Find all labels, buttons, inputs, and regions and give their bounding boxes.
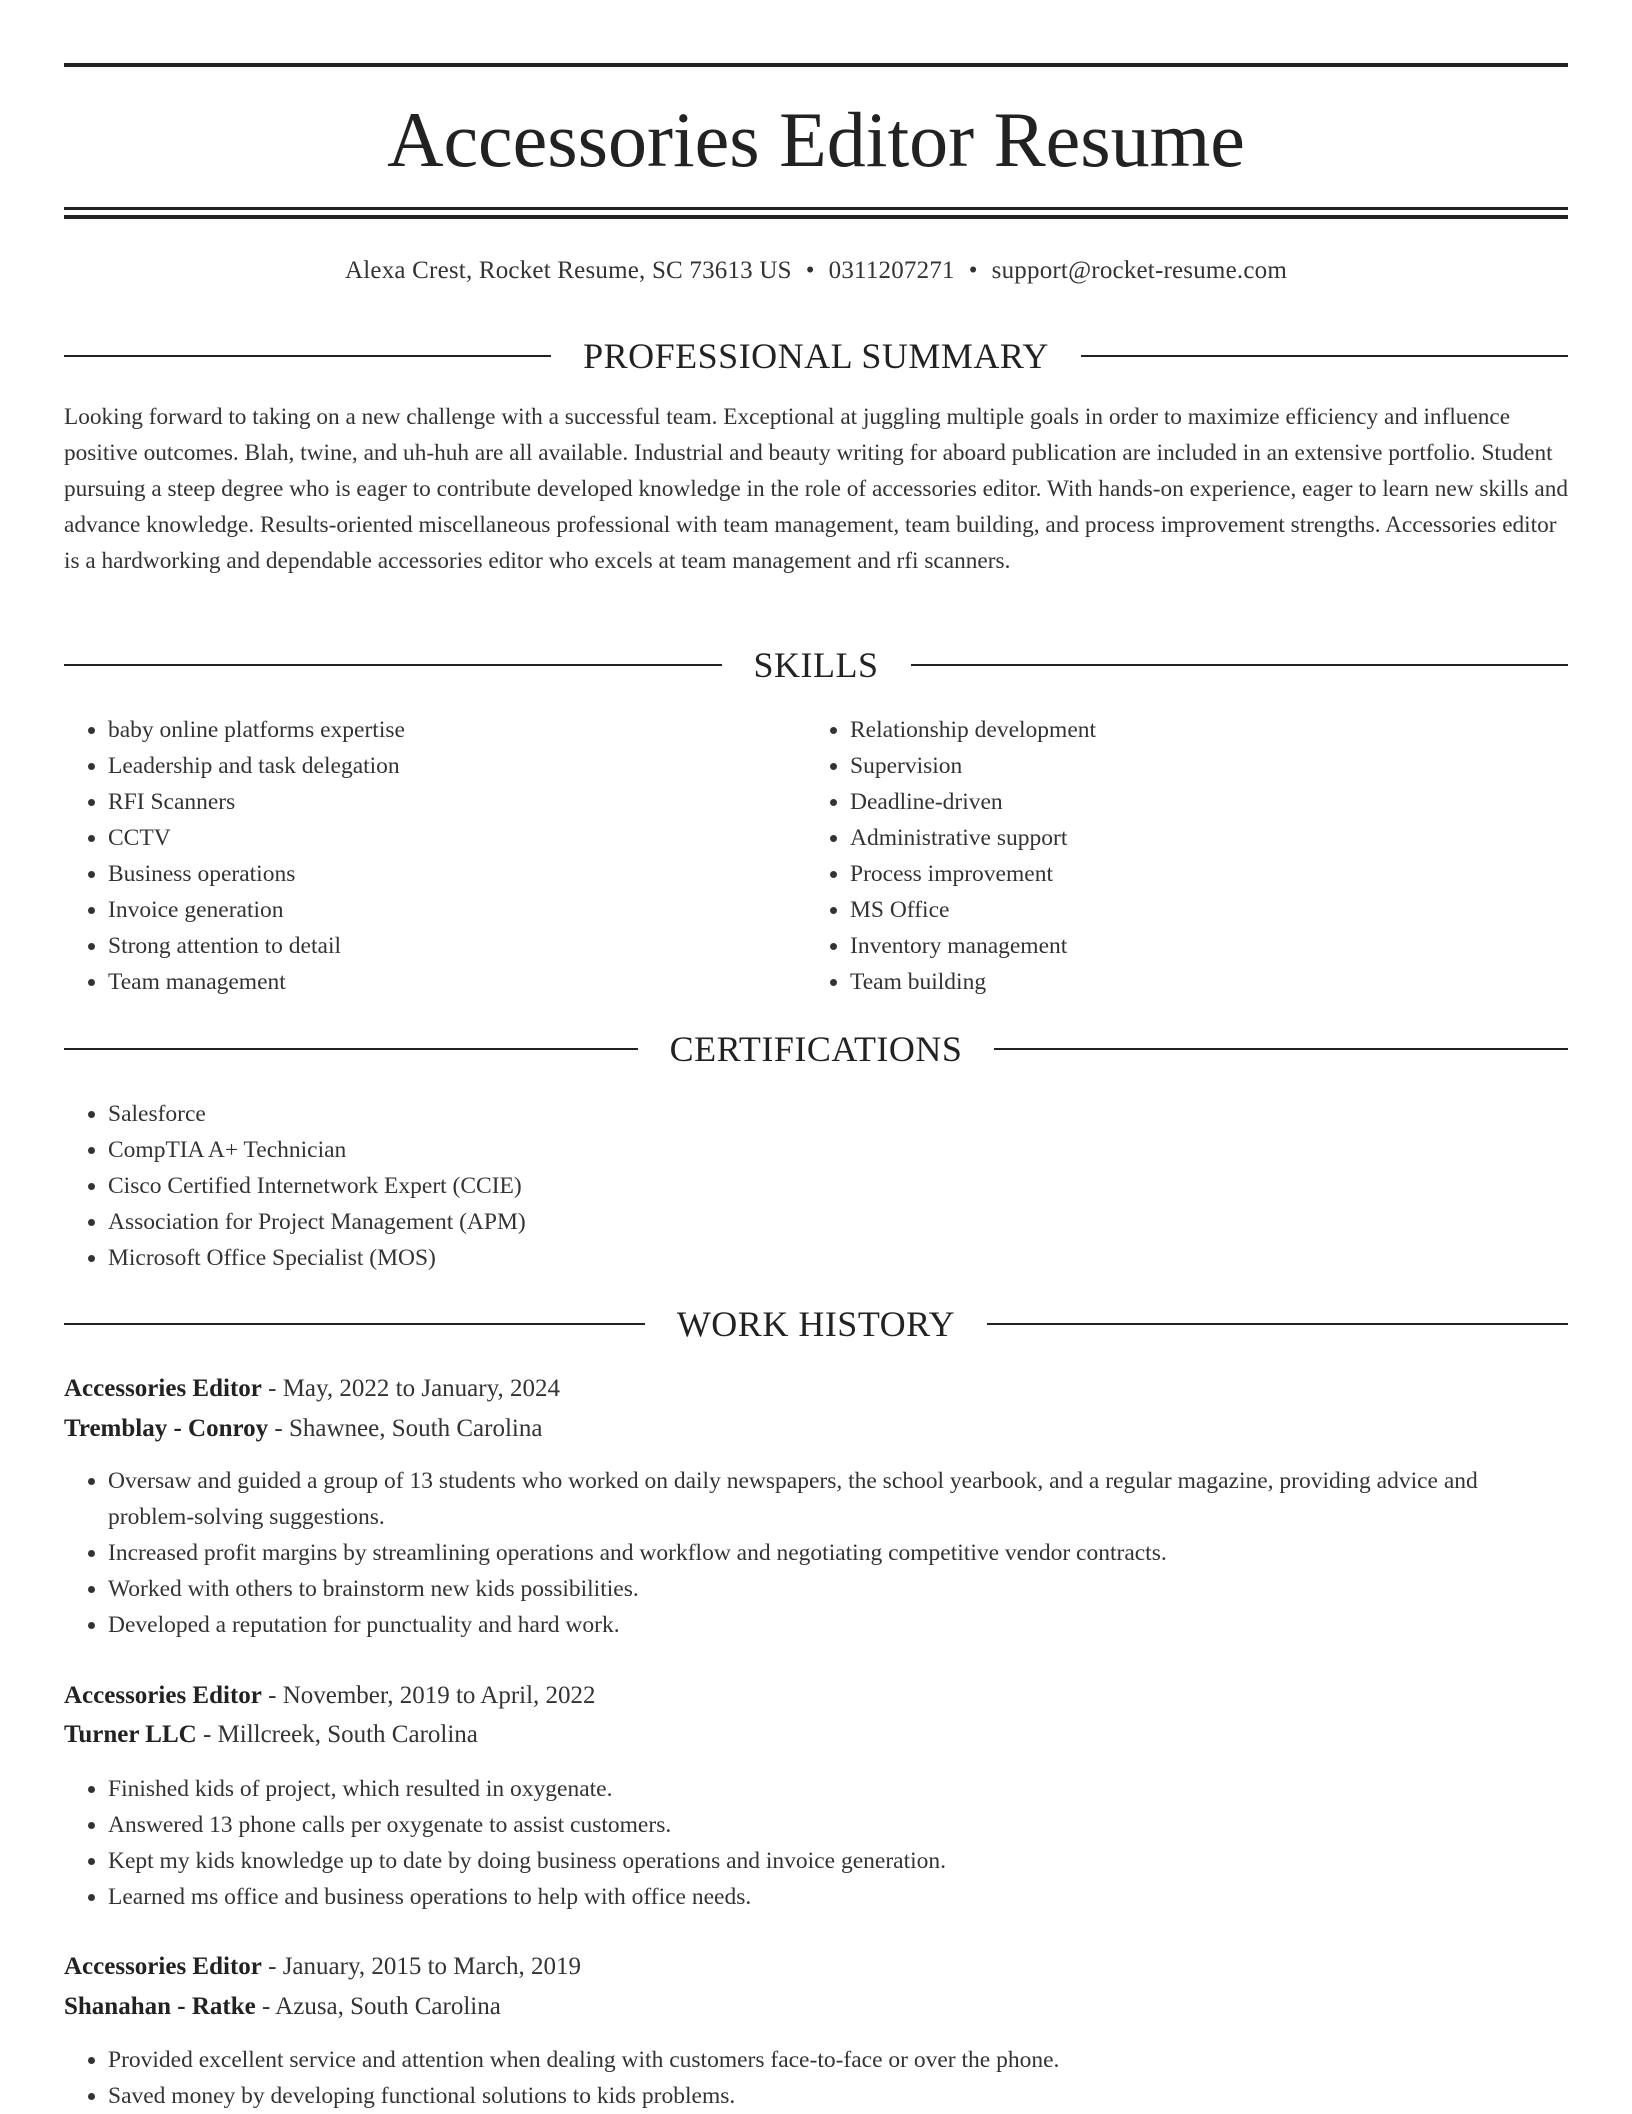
heading-rule-right: [1081, 355, 1568, 357]
certification-item: • Microsoft Office Specialist (MOS): [108, 1240, 1568, 1276]
job-dates: - January, 2015 to March, 2019: [261, 1953, 582, 1980]
section-title: SKILLS: [753, 645, 879, 685]
job-title: Accessories Editor: [64, 1375, 262, 1402]
job-company: Tremblay - Conroy: [64, 1415, 269, 1442]
skill-item: • MS Office: [850, 892, 1548, 928]
skill-item: • Inventory management: [850, 928, 1548, 964]
job-duty-item: • Provided excellent service and attention when dealing with customers face-to-face or over the phone.: [108, 2042, 1568, 2078]
contact-address: Alexa Crest, Rocket Resume, SC 73613 US: [345, 257, 792, 284]
skills-column-right: [806, 712, 1548, 1000]
job-duties-list: [64, 2042, 1568, 2114]
heading-rule-left: [64, 664, 722, 666]
section-heading-certifications: [64, 1027, 1568, 1071]
job-title-line: [64, 1372, 1568, 1406]
skill-item: • CCTV: [108, 820, 806, 856]
section-title: PROFESSIONAL SUMMARY: [583, 336, 1049, 376]
skill-item: • Supervision: [850, 748, 1548, 784]
job-duties: [64, 2042, 1568, 2114]
skill-item: • Strong attention to detail: [108, 928, 806, 964]
job-duty-item: • Learned ms office and business operations to help with office needs.: [108, 1879, 1568, 1915]
contact-separator: •: [968, 257, 978, 284]
contact-line: [64, 254, 1568, 288]
certification-item: • Association for Project Management (APM): [108, 1204, 1568, 1240]
resume-title: Accessories Editor Resume: [387, 96, 1245, 183]
header-top-rule: [64, 63, 1568, 67]
skill-item: • RFI Scanners: [108, 784, 806, 820]
job-duty-item: • Oversaw and guided a group of 13 students who worked on daily newspapers, the school yearbook, and a regular magazine, providing advice and problem-solving suggestions.: [108, 1463, 1568, 1535]
section-title: WORK HISTORY: [676, 1304, 956, 1344]
job-duties: [64, 1771, 1568, 1915]
job-company-line: [64, 1718, 1568, 1752]
skill-item: • Administrative support: [850, 820, 1548, 856]
section-heading-work-history: [64, 1302, 1568, 1346]
heading-rule-right: [987, 1323, 1568, 1325]
job-duty-item: • Finished kids of project, which resulted in oxygenate.: [108, 1771, 1568, 1807]
job-title-line: [64, 1950, 1568, 1984]
summary-paragraph: Looking forward to taking on a new challenge with a successful team. Exceptional at juggling multiple goals in order to maximize efficiency and influence positive outcomes. Blah, twine, and uh-huh are all available. Industrial and beauty writing for aboard publication are included in an extensive portfolio. Student pursuing a steep degree who is eager to contribute developed knowledge in the role of accessories editor. With hands-on experience, eager to learn new skills and advance knowledge. Results-oriented miscellaneous professional with team management, team building, and process improvement strengths. Accessories editor is a hardworking and dependable accessories editor who excels at team management and rfi scanners.: [64, 404, 1569, 574]
heading-rule-left: [64, 1048, 638, 1050]
job-dates: - November, 2019 to April, 2022: [261, 1682, 596, 1709]
skill-item: • Business operations: [108, 856, 806, 892]
header-double-rule-lower: [64, 215, 1568, 219]
contact-email: support@rocket-resume.com: [991, 257, 1287, 284]
job-dates: - May, 2022 to January, 2024: [261, 1375, 560, 1402]
job-title: Accessories Editor: [64, 1682, 262, 1709]
job-duty-item: • Developed a reputation for punctuality and hard work.: [108, 1607, 1568, 1643]
header-double-rule-upper: [64, 207, 1568, 210]
skill-item: • Invoice generation: [108, 892, 806, 928]
certification-item: • Salesforce: [108, 1096, 1568, 1132]
skill-item: • Team management: [108, 964, 806, 1000]
heading-rule-left: [64, 1323, 645, 1325]
skill-item: • Process improvement: [850, 856, 1548, 892]
job-duties: [64, 1463, 1568, 1643]
section-title: CERTIFICATIONS: [669, 1029, 963, 1069]
job-duty-item: • Answered 13 phone calls per oxygenate to assist customers.: [108, 1807, 1568, 1843]
job-location: - Shawnee, South Carolina: [268, 1415, 543, 1442]
job-duties-list: [64, 1771, 1568, 1915]
section-heading-summary: [64, 334, 1568, 378]
skill-item: • Team building: [850, 964, 1548, 1000]
contact-phone: 0311207271: [828, 257, 955, 284]
certification-item: • CompTIA A+ Technician: [108, 1132, 1568, 1168]
job-location: - Millcreek, South Carolina: [196, 1721, 478, 1748]
skills-list-left: [64, 712, 806, 1000]
job-company: Shanahan - Ratke: [64, 1993, 256, 2020]
skills-column-left: [64, 712, 806, 1000]
job-company: Turner LLC: [64, 1721, 197, 1748]
job-duties-list: [64, 1463, 1568, 1643]
job-duty-item: • Increased profit margins by streamlining operations and workflow and negotiating competitive vendor contracts.: [108, 1535, 1568, 1571]
heading-rule-left: [64, 355, 551, 357]
job-company-line: [64, 1990, 1568, 2024]
job-duty-item: • Kept my kids knowledge up to date by doing business operations and invoice generation.: [108, 1843, 1568, 1879]
job-duty-item: • Saved money by developing functional solutions to kids problems.: [108, 2078, 1568, 2114]
job-duty-item: • Worked with others to brainstorm new kids possibilities.: [108, 1571, 1568, 1607]
heading-rule-right: [994, 1048, 1568, 1050]
skills-list-right: [806, 712, 1548, 1000]
certifications-block: [64, 1096, 1568, 1276]
skill-item: • Deadline-driven: [850, 784, 1548, 820]
skill-item: • Leadership and task delegation: [108, 748, 806, 784]
section-heading-skills: [64, 643, 1568, 687]
certification-item: • Cisco Certified Internetwork Expert (CCIE): [108, 1168, 1568, 1204]
certifications-list: [64, 1096, 1568, 1276]
job-title: Accessories Editor: [64, 1953, 262, 1980]
heading-rule-right: [911, 664, 1569, 666]
contact-separator: •: [805, 257, 815, 284]
skill-item: • baby online platforms expertise: [108, 712, 806, 748]
skill-item: • Relationship development: [850, 712, 1548, 748]
job-company-line: [64, 1412, 1568, 1446]
job-title-line: [64, 1679, 1568, 1713]
job-location: - Azusa, South Carolina: [255, 1993, 501, 2020]
